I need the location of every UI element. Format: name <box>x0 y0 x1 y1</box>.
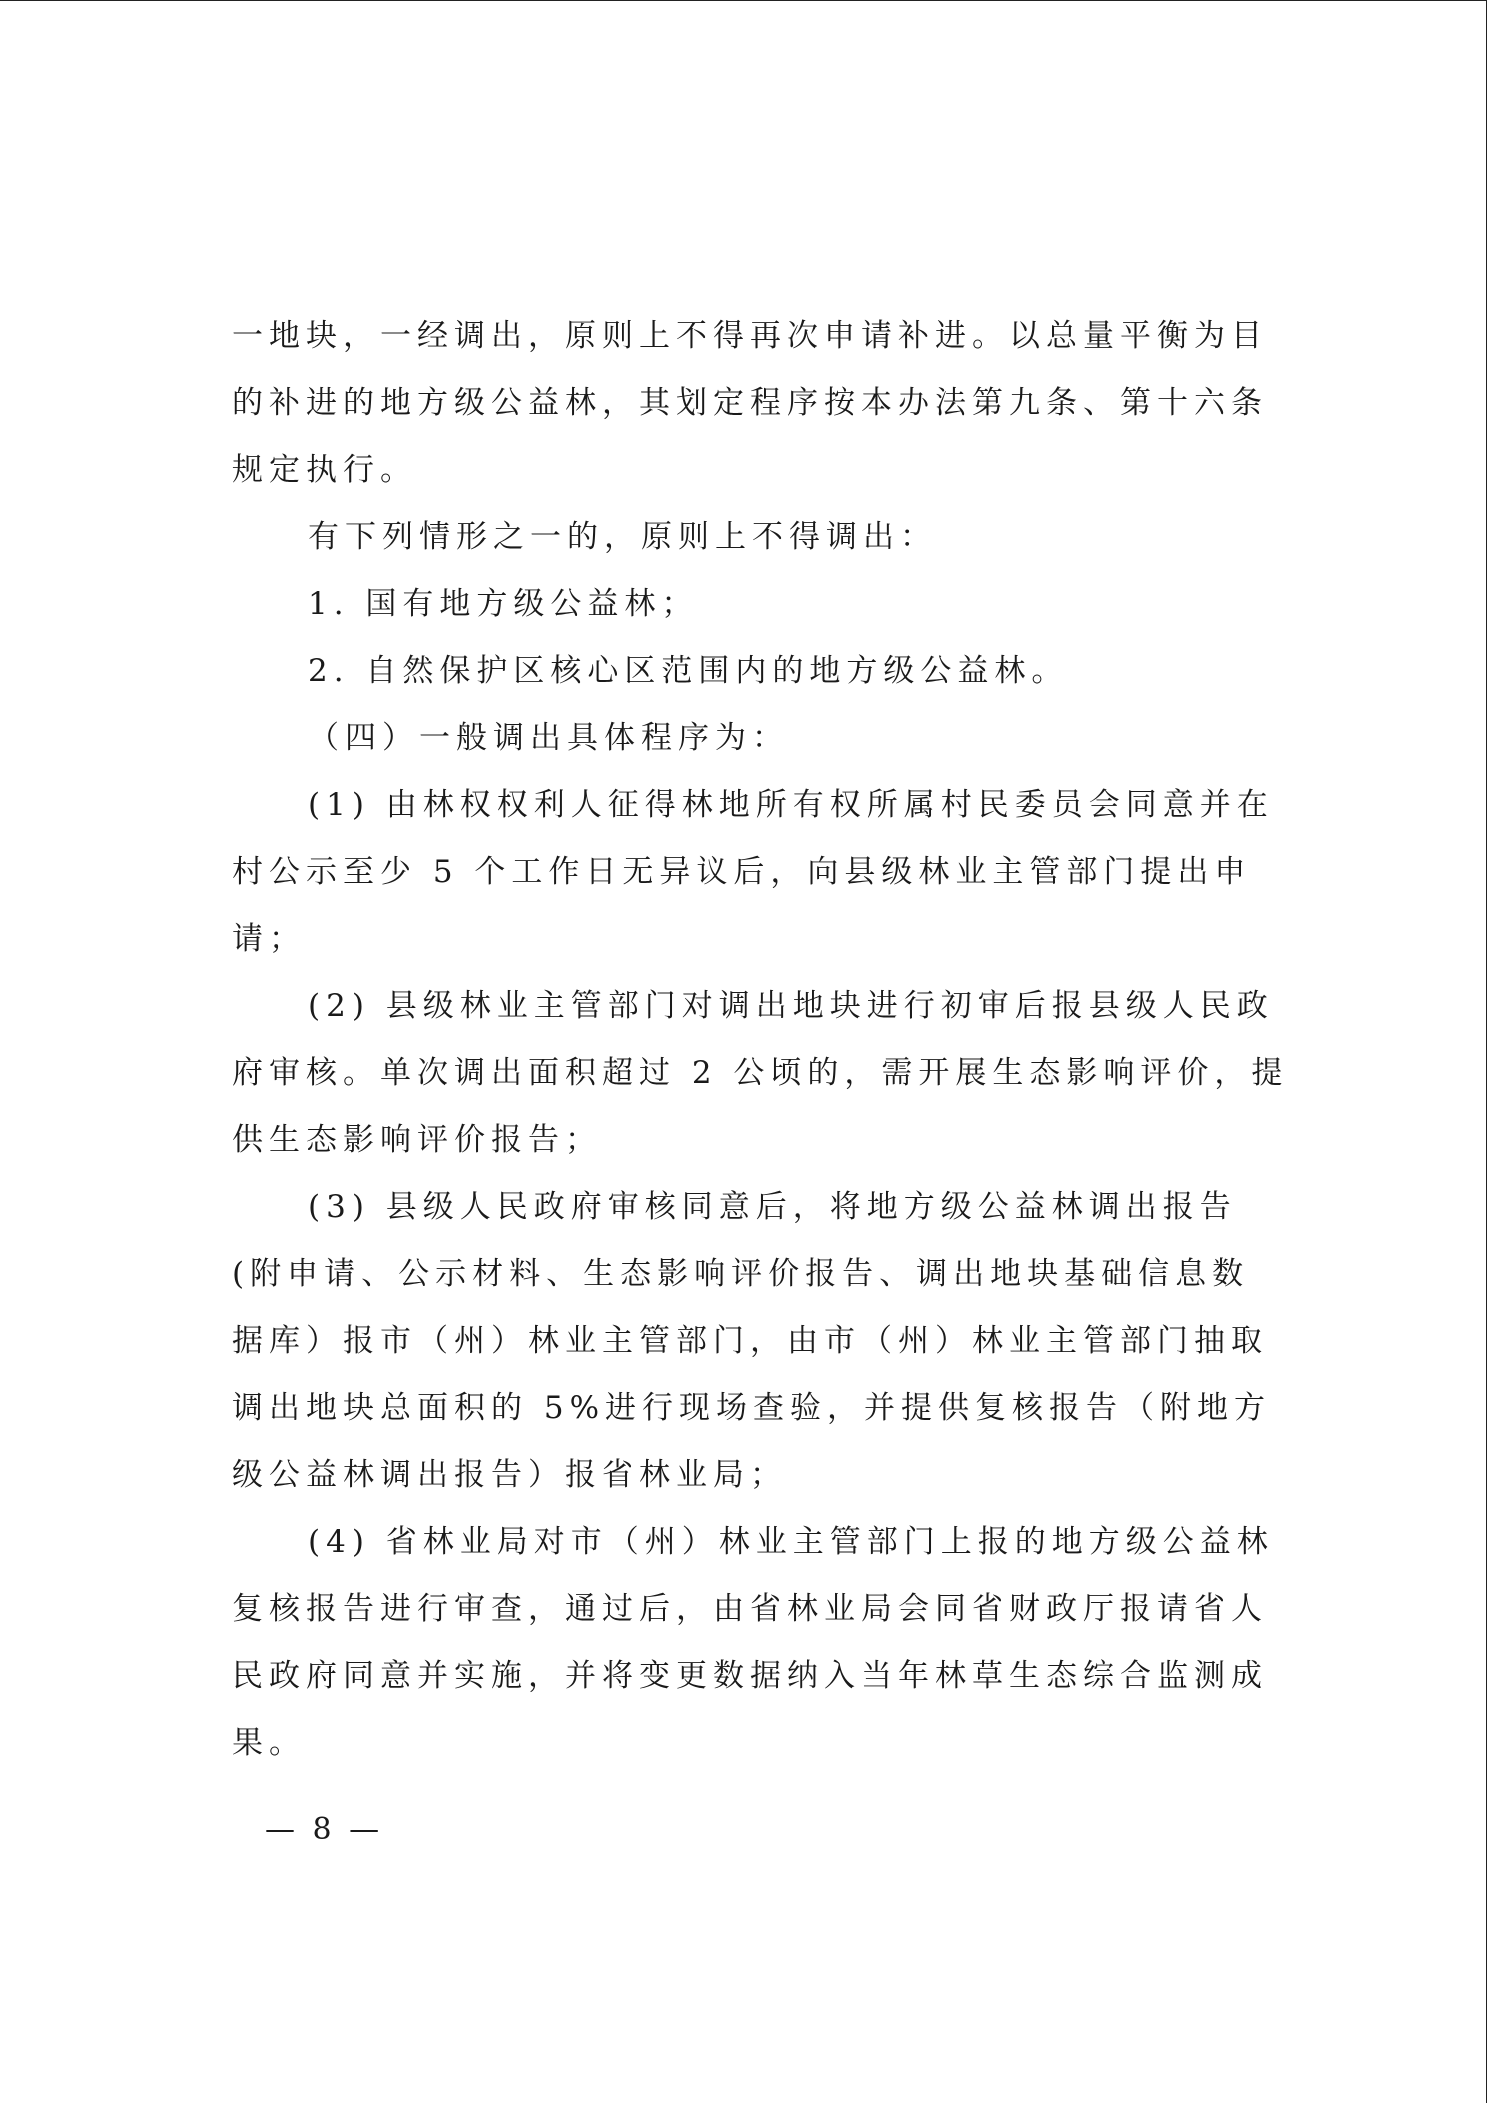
body-line: 复核报告进行审查，通过后，由省林业局会同省财政厅报请省人 <box>232 1591 1268 1627</box>
body-line: (附申请、公示材料、生态影响评价报告、调出地块基础信息数 <box>232 1256 1250 1292</box>
body-line: 级公益林调出报告）报省林业局； <box>232 1457 787 1493</box>
body-line: 请； <box>232 921 306 957</box>
body-line: 规定执行。 <box>232 452 417 488</box>
body-line: 供生态影响评价报告； <box>232 1122 602 1158</box>
page-number: — 8 — <box>265 1812 384 1847</box>
body-line: 府审核。单次调出面积超过 2 公顷的，需开展生态影响评价，提 <box>232 1055 1289 1091</box>
body-line: 有下列情形之一的，原则上不得调出： <box>308 519 937 555</box>
body-line: 村公示至少 5 个工作日无异议后，向县级林业主管部门提出申 <box>232 854 1252 890</box>
document-body <box>232 303 1289 1777</box>
list-item: 1. 国有地方级公益林； <box>308 586 699 622</box>
body-line: 果。 <box>232 1725 306 1761</box>
body-line: (1) 由林权权利人征得林地所有权所属村民委员会同意并在 <box>308 787 1274 823</box>
body-line: (4) 省林业局对市（州）林业主管部门上报的地方级公益林 <box>308 1524 1274 1560</box>
body-line: (2) 县级林业主管部门对调出地块进行初审后报县级人民政 <box>308 988 1274 1024</box>
list-item: 2. 自然保护区核心区范围内的地方级公益林。 <box>308 653 1069 689</box>
section-heading: （四）一般调出具体程序为： <box>308 720 789 756</box>
body-line: (3) 县级人民政府审核同意后，将地方级公益林调出报告 <box>308 1189 1237 1225</box>
body-line: 据库）报市（州）林业主管部门，由市（州）林业主管部门抽取 <box>232 1323 1268 1359</box>
body-line: 一地块，一经调出，原则上不得再次申请补进。以总量平衡为目 <box>232 318 1268 354</box>
body-line: 调出地块总面积的 5%进行现场查验，并提供复核报告（附地方 <box>232 1390 1272 1426</box>
body-line: 民政府同意并实施，并将变更数据纳入当年林草生态综合监测成 <box>232 1658 1268 1694</box>
body-line: 的补进的地方级公益林，其划定程序按本办法第九条、第十六条 <box>232 385 1268 421</box>
